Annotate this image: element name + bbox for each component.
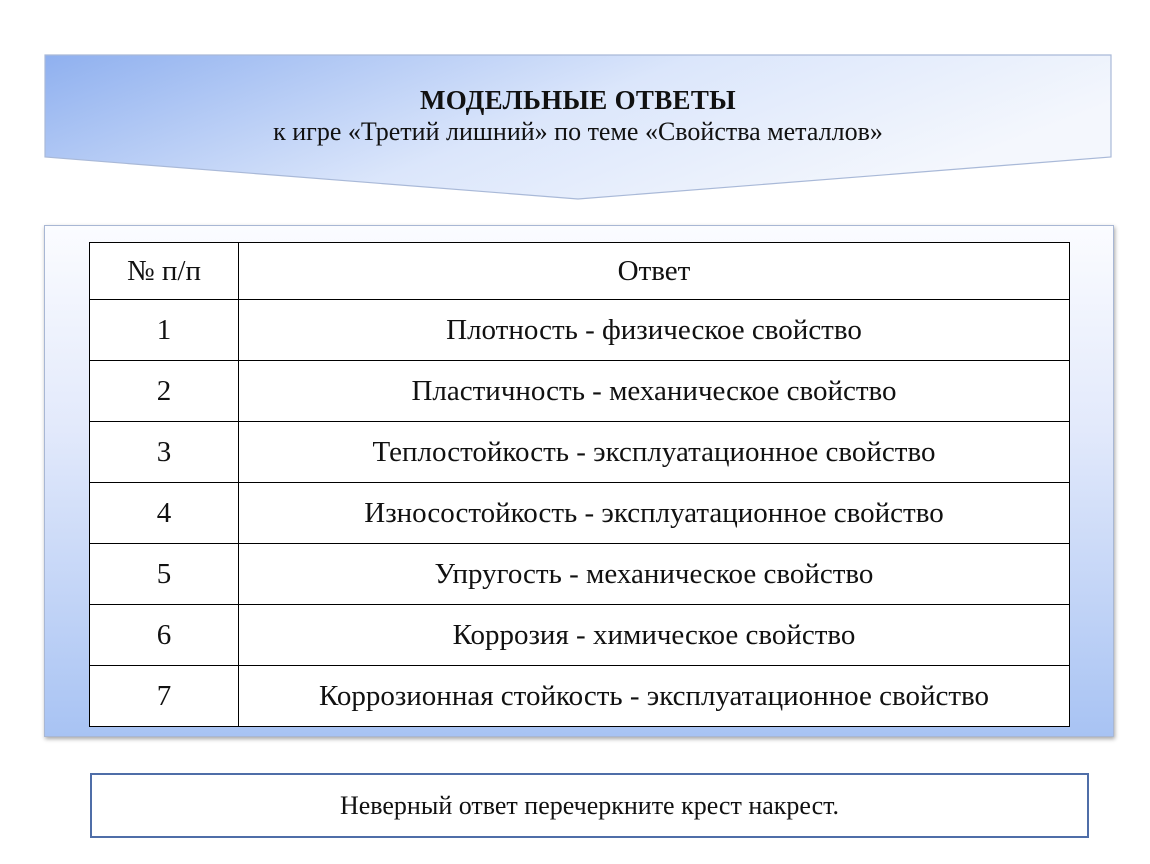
page-title: МОДЕЛЬНЫЕ ОТВЕТЫ — [420, 85, 736, 115]
answers-table — [89, 242, 1070, 727]
table-row — [90, 666, 1070, 727]
header-banner — [44, 54, 1112, 200]
row-answer: Коррозионная стойкость - эксплуатационное свойство — [239, 666, 1070, 727]
table-row — [90, 422, 1070, 483]
instruction-note — [90, 773, 1089, 838]
row-number: 5 — [90, 544, 239, 605]
row-answer: Плотность - физическое свойство — [239, 300, 1070, 361]
column-header-number: № п/п — [90, 243, 239, 300]
row-number: 7 — [90, 666, 239, 727]
table-row — [90, 361, 1070, 422]
table-row — [90, 544, 1070, 605]
page-subtitle: к игре «Третий лишний» по теме «Свойства металлов» — [273, 117, 883, 146]
banner-text — [44, 84, 1112, 148]
row-number: 2 — [90, 361, 239, 422]
table-header-row — [90, 243, 1070, 300]
table-row — [90, 605, 1070, 666]
row-number: 4 — [90, 483, 239, 544]
row-answer: Износостойкость - эксплуатационное свойство — [239, 483, 1070, 544]
table-row — [90, 483, 1070, 544]
row-answer: Пластичность - механическое свойство — [239, 361, 1070, 422]
row-answer: Упругость - механическое свойство — [239, 544, 1070, 605]
column-header-answer: Ответ — [239, 243, 1070, 300]
table-row — [90, 300, 1070, 361]
row-number: 3 — [90, 422, 239, 483]
row-number: 1 — [90, 300, 239, 361]
row-number: 6 — [90, 605, 239, 666]
row-answer: Коррозия - химическое свойство — [239, 605, 1070, 666]
row-answer: Теплостойкость - эксплуатационное свойство — [239, 422, 1070, 483]
instruction-text: Неверный ответ перечеркните крест накрест. — [339, 790, 840, 820]
